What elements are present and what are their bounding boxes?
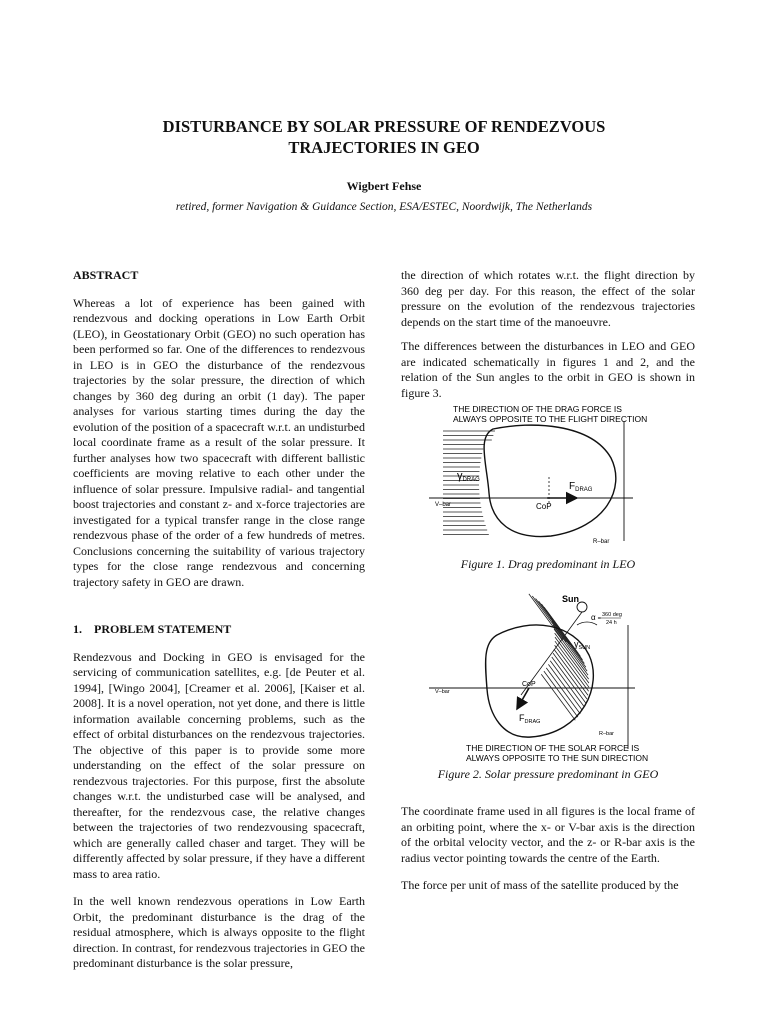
figure-1-cop-label: CoP [536, 502, 552, 511]
hatch-line [536, 598, 570, 644]
section-1-paragraph-2: In the well known rendezvous operations in Low Earth Orbit, the predominant disturbance is the drag of the residual atmosphere, which is always opposite to the flight direction. In contrast, for rendezvous trajectories in GEO the predominant disturbance is the solar pressure, [73, 894, 365, 970]
figure-2-caption: Figure 2. Solar pressure predominant in GEO [437, 766, 659, 781]
figure-2-gamma-label: $\gamma_{SUN}$ [574, 638, 591, 651]
abstract-heading: ABSTRACT [73, 268, 139, 282]
hatch-line [549, 613, 583, 659]
right-column [401, 268, 695, 903]
spacecraft-outline [484, 425, 616, 536]
author-affiliation: retired, former Navigation & Guidance Section, ESA/ESTEC, Noordwijk, The Netherlands [175, 201, 593, 213]
section-1-heading: 1. PROBLEM STATEMENT [73, 622, 232, 636]
figure-2-note-line-2: ALWAYS OPPOSITE TO THE SUN DIRECTION [466, 752, 649, 763]
hatch-line [555, 633, 589, 679]
figure-2-alpha-label: α = [591, 612, 602, 622]
right-paragraph-1: the direction of which rotates w.r.t. the flight direction by 360 deg per day. For this reason, the effect of the solar pressure on the evolution of the rendezvous trajectories depends on the start time of the manoeuvre. [401, 268, 695, 329]
figure-1-gamma-label: γDRAG [457, 470, 480, 483]
hatch-line [554, 629, 591, 675]
figure-2-solar-diagram [401, 593, 695, 763]
title-line-1: DISTURBANCE BY SOLAR PRESSURE OF RENDEZVOUS [162, 117, 606, 136]
hatch-line [541, 674, 575, 720]
figure-2-cop-label: CoP [522, 680, 536, 688]
sun-angle-arc [577, 621, 597, 624]
right-paragraph-4: The force per unit of mass of the satellite produced by the [401, 878, 679, 892]
hatch-line [546, 667, 580, 713]
section-1-paragraph-1: Rendezvous and Docking in GEO is envisaged for the servicing of communication satellites, e.g. [de Peuter et al. 1994], [Wingo 2004], [Creamer et al. 2006], [Kaiser et al. 2008]. It is a novel operation, not yet done, and there is little information available concerning problems, such as the effect of orbital disturbances on the rendezvous trajectories. The objective of this paper is to provide some more understanding on the effect of the solar pressure on rendezvous trajectories. For this purpose, first the absolute changes w.r.t. the undisturbed case will be analysed, and thereafter, for the rendezvous case, the relative changes between the trajectories of two rendezvousing spacecraft, which are generally called chaser and target. They will be differently affected by solar pressure, if they have a different mass to area ratio. [73, 649, 365, 881]
figure-1-note-line-2: ALWAYS OPPOSITE TO THE FLIGHT DIRECTION [453, 414, 648, 424]
title-line-2: TRAJECTORIES IN GEO [288, 138, 480, 157]
right-paragraph-3: The coordinate frame used in all figures is the local frame of an orbiting point, where the x- or V-bar axis is the direction of the orbital velocity vector, and the z- or R-bar axis is the radius vector pointing towards the centre of the Earth. [401, 804, 695, 865]
solar-hatching [529, 593, 589, 719]
figure-1-note-line-1: THE DIRECTION OF THE DRAG FORCE IS [453, 404, 622, 414]
abstract-text: Whereas a lot of experience has been gained with rendezvous and docking operations in Low Earth Orbit (LEO), in Geostationary Orbit (GEO) no such operation has been performed so far. One of the differences to rendezvous in LEO is in GEO the disturbance of the rendezvous trajectories by the solar pressure, the direction of which changes by 360 deg during an orbit (1 day). The paper analyses for various starting times during the day the evolution of the position of a spacecraft w.r.t. an undisturbed local coordinate frame as a result of the solar pressure. It further analyses how two spacecraft with different ballistic coefficients are moving relative to each other under the influence of solar pressure. Impulsive radial- and tangential boost trajectories and constant z- and x-force trajectories are investigated for a typical transfer range in the close range rendezvous phase of the order of a few hundreds of metres. Conclusions concerning the suitability of various trajectory types for the close range rendezvous and concerning trajectory safety in GEO are drawn. [73, 295, 365, 589]
figure-2-sun-label: Sun [562, 593, 579, 604]
figure-2-vbar-label: V–bar [435, 688, 450, 695]
figure-2-force-label: $F_{DRAG}$ [519, 712, 541, 725]
figure-1-force-label: $F_{DRAG}$ [569, 481, 593, 493]
solar-force-arrow [517, 688, 529, 709]
figure-1-caption: Figure 1. Drag predominant in LEO [460, 557, 636, 571]
hatch-line [529, 593, 563, 639]
right-paragraph-2: The differences between the disturbances in LEO and GEO are indicated schematically in figures 1 and 2, and the relation of the Sun angles to the orbit in GEO is shown in figure 3. [401, 339, 695, 400]
figure-2-note-line-1: THE DIRECTION OF THE SOLAR FORCE IS [466, 742, 640, 753]
figure-1-vbar-label: V–bar [435, 502, 452, 508]
author-name: Wigbert Fehse [346, 179, 422, 193]
figure-1-drag-diagram [401, 403, 695, 553]
sun-icon [577, 602, 587, 612]
figure-2-rbar-label: R–bar [599, 730, 614, 737]
figure-1-rbar-label: R–bar [593, 539, 610, 545]
left-column [73, 268, 365, 981]
hatch-line [544, 671, 578, 717]
paper-title [0, 116, 768, 158]
figure-2-angle-numerator: 360 deg [602, 611, 622, 618]
figure-2-angle-denominator: 24 h [606, 619, 617, 626]
